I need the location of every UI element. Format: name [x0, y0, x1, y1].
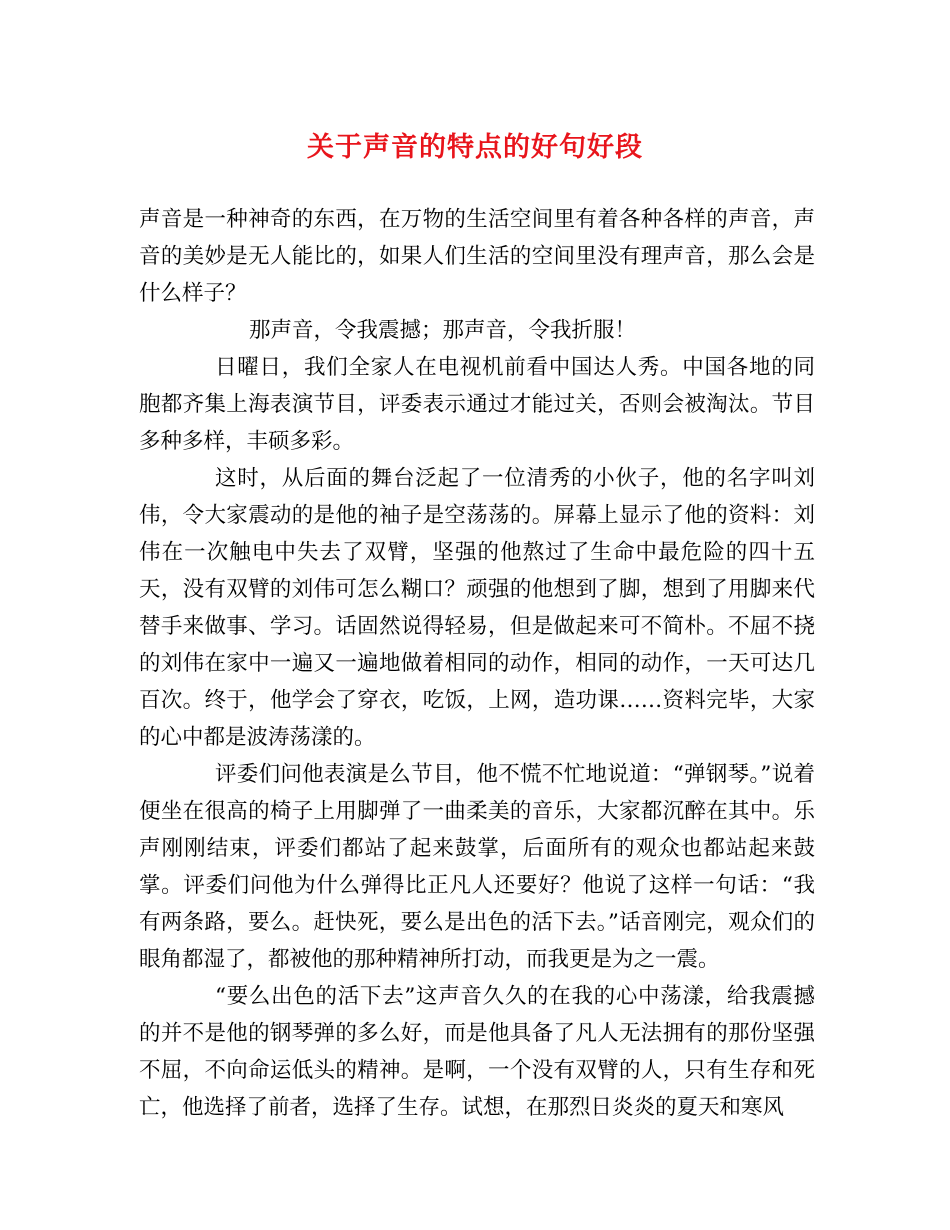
paragraph-reflection: “要么出色的活下去”这声音久久的在我的心中荡漾，给我震撼的并不是他的钢琴弹的多么好，而是他具备了凡人无法拥有的那份坚强不屈，不向命运低头的精神。是啊，一个没有双臂的人，只有生存和死亡，他选择了前者，选择了生存。试想，在那烈日炎炎的夏天和寒风 — [139, 984, 815, 1120]
paragraph-liuwei: 这时，从后面的舞台泛起了一位清秀的小伙子，他的名字叫刘伟，令大家震动的是他的袖子是空荡荡的。屏幕上显示了他的资料：刘伟在一次触电中失去了双臂，坚强的他熬过了生命中最危险的四十五天，没有双臂的刘伟可怎么糊口？顽强的他想到了脚，想到了用脚来代替手来做事、学习。话固然说得轻易，但是做起来可不简朴。不屈不挠的刘伟在家中一遍又一遍地做着相同的动作，相同的动作，一天可达几百次。终于，他学会了穿衣，吃饭，上网，造功课……资料完毕，大家的心中都是波涛荡漾的。 — [139, 466, 815, 750]
paragraph-piano: 评委们问他表演是么节目，他不慌不忙地说道：“弹钢琴。”说着便坐在很高的椅子上用脚弹了一曲柔美的音乐，大家都沉醉在其中。乐声刚刚结束，评委们都站了起来鼓掌，后面所有的观众也都站起来鼓掌。评委们问他为什么弹得比正凡人还要好？他说了这样一句话：“我有两条路，要么。赶快死，要么是出色的活下去。”话音刚完，观众们的眼角都湿了，都被他的那种精神所打动，而我更是为之一震。 — [139, 762, 815, 972]
paragraph-quote: 那声音，令我震撼；那声音，令我折服！ — [249, 318, 637, 343]
paragraph-intro: 声音是一种神奇的东西，在万物的生活空间里有着各种各样的声音，声音的美妙是无人能比的，如果人们生活的空间里没有理声音，那么会是什么样子？ — [139, 207, 815, 306]
document-body — [139, 201, 815, 1126]
document-title: 关于声音的特点的好句好段 — [307, 132, 643, 163]
paragraph-sunday: 日曜日，我们全家人在电视机前看中国达人秀。中国各地的同胞都齐集上海表演节目，评委表示通过才能过关，否则会被淘汰。节目多种多样，丰硕多彩。 — [139, 355, 815, 454]
